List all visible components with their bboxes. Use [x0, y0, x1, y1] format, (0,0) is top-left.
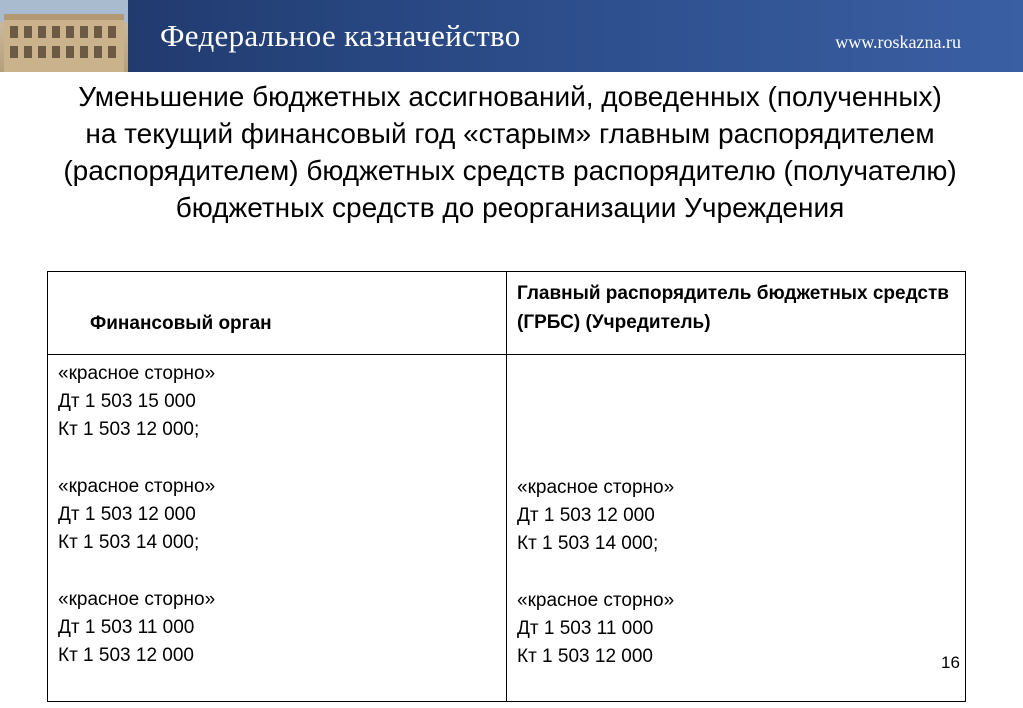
- entry: [58, 473, 215, 557]
- entry-label: «красное сторно»: [517, 590, 675, 611]
- entry-credit: Кт 1 503 12 000: [58, 645, 194, 666]
- entry-credit: Кт 1 503 14 000;: [517, 533, 659, 554]
- entry: [58, 360, 215, 444]
- entry: [517, 587, 674, 671]
- entry-debit: Дт 1 503 15 000: [58, 391, 196, 412]
- entry-credit: Кт 1 503 14 000;: [58, 532, 200, 553]
- entry-debit: Дт 1 503 11 000: [517, 618, 654, 639]
- entry-label: «красное сторно»: [517, 477, 675, 498]
- column-divider: [506, 272, 507, 701]
- entry-label: «красное сторно»: [58, 363, 216, 384]
- org-name: Федеральное казначейство: [160, 18, 521, 53]
- left-column-entries: [58, 360, 215, 699]
- building-photo: [0, 0, 128, 72]
- entry: [517, 474, 674, 558]
- header-financial-body: Финансовый орган: [90, 313, 272, 334]
- entry-debit: Дт 1 503 12 000: [58, 504, 196, 525]
- entry-label: «красное сторно»: [58, 589, 216, 610]
- header-divider: [48, 354, 965, 355]
- accounting-table: [47, 271, 966, 702]
- site-url[interactable]: www.roskazna.ru: [835, 32, 961, 52]
- header-grbs: Главный распорядитель бюджетных средств (ГРБС) (Учредитель): [517, 283, 949, 333]
- entry-label: «красное сторно»: [58, 476, 216, 497]
- header-banner: [0, 0, 1023, 72]
- page-number: 16: [941, 653, 960, 672]
- entry: [58, 586, 215, 670]
- slide-title: Уменьшение бюджетных ассигнований, доведенных (полученных) на текущий финансовый год «старым» главным распорядителем (распорядителем) бюджетных средств распорядителю (получателю) бюджетных средств до реорганизации Учреждения: [63, 81, 957, 223]
- entry-credit: Кт 1 503 12 000: [517, 646, 653, 667]
- entry-debit: Дт 1 503 11 000: [58, 617, 195, 638]
- entry-debit: Дт 1 503 12 000: [517, 505, 655, 526]
- right-column-entries: [517, 474, 674, 700]
- entry-credit: Кт 1 503 12 000;: [58, 419, 200, 440]
